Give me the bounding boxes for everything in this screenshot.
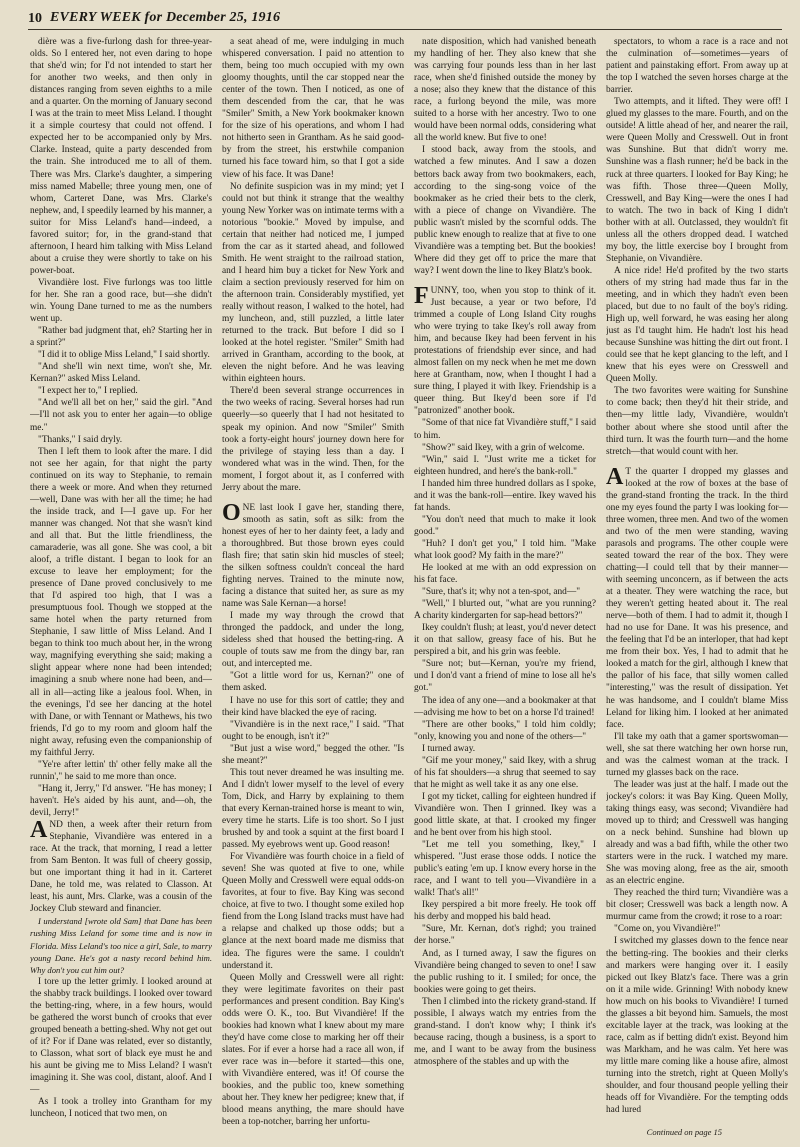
page-number: 10 bbox=[28, 11, 42, 26]
paragraph: I handed him three hundred dollars as I spoke, and it was the bank-roll—entire. Ikey waved his fat hands. bbox=[414, 478, 596, 513]
paragraph: I stood back, away from the stools, and watched a few minutes. And I saw a dozen bettors back away from two bookmakers, each, according to the sing-song voice of the bookmaker as he cried their bets to the clerk, with a piece of change on Vivandière. The public wasn't misled by the scornful odds. The public knew enough to realize that at five to one Vivandière was a tempting bet. But the bookies! Where did they get off to price the mare that way? I went down the line to Ikey Blatz's book. bbox=[414, 145, 596, 276]
paragraph: "Some of that nice fat Vivandière stuff," I said to him. bbox=[414, 418, 596, 441]
paragraph: "Gif me your money," said Ikey, with a shrug of his fat shoulders—a shrug that seemed to say that he might as well take it as any one else. bbox=[414, 755, 596, 790]
paragraph: "Got a little word for us, Kernan?" one of them asked. bbox=[222, 671, 404, 694]
paragraph: dière was a five-furlong dash for three-year-olds. So I entered her, not even daring to hope that she'd win; for I'd not intended to start her for another two weeks, and then only in distances ranging from seven eighths to a mile and a quarter. On the morning of January second I was at the train to meet Miss Leland. I thought it a simple courtesy that could not offend. I expected her to be accompanied only by Mrs. Clarke. Instead, quite a party descended from the train. She introduced me to all of them. There was Mrs. Clarke's daughter, a simpering miss named Mabelle; three young men, one of whom, Carteret Dane, was Mrs. Clarke's nephew, and, I speedily learned by his manner, a suitor for Miss Leland's hand—indeed, a favored suitor; for, in the grand-stand that afternoon, I heard him talking with Miss Leland about a cruise they were shortly to take on his power-boat. bbox=[30, 37, 212, 276]
text-column-4 bbox=[606, 36, 788, 1126]
paragraph: He looked at me with an odd expression on his fat face. bbox=[414, 563, 596, 586]
paragraph: "And she'll win next time, won't she, Mr. Kernan?" asked Miss Leland. bbox=[30, 362, 212, 385]
paragraph: I switched my glasses down to the fence near the betting-ring. The bookies and their clerks and markers were hanging over it. I easily picked out Ikey Blatz's face. There was a grin on it a mile wide. Grinning! With nobody knew how much on his books to Vivandière! I turned the glasses a bit beyond him. Samuels, the most excitable layer at the track, was looking at the race, calm as if betting didn't exist. Beyond him was Markham, and he was calm. Yet here was my little mare coming like a house afire, almost turning into the stretch, right at Queen Molly's shoulder, and four thousand people yelling their heads off for Vivandière. For the tempting odds had lured bbox=[606, 936, 788, 1116]
paragraph: "Hang it, Jerry," I'd answer. "He has money; I haven't. He's aided by his aunt, and—oh, the devil, Jerry!" bbox=[30, 783, 212, 818]
paragraph: "Ye're after lettin' th' other felly make all the runnin'," he said to me more than once. bbox=[30, 759, 212, 782]
paragraph: "Sure, Mr. Kernan, dot's righd; you trained der horse." bbox=[414, 924, 596, 947]
paragraph: "Sure, that's it; why not a ten-spot, and—" bbox=[422, 587, 581, 598]
paragraph: spectators, to whom a race is a race and not the culmination of—sometimes—years of patient and painstaking effort. From away up at the top I watched the seven horses charge at the barrier. bbox=[606, 37, 788, 96]
page-header bbox=[28, 8, 780, 30]
paragraph: The two favorites were waiting for Sunshine to come back; then they'd hit their stride, and then—my little lady, Vivandière, wouldn't bother about where she stood until after the third turn. It was the fourth turn—and the home stretch—that would count with her. bbox=[606, 386, 788, 457]
paragraph: "And we'll all bet on her," said the girl. "And—I'll not ask you to enter her again—to oblige me." bbox=[30, 398, 212, 433]
paragraph: "Thanks," I said dryly. bbox=[38, 434, 123, 445]
paragraph: "I did it to oblige Miss Leland," I said shortly. bbox=[38, 350, 210, 361]
paragraph: As I took a trolley into Grantham for my luncheon, I noticed that two men, on bbox=[30, 1097, 212, 1120]
text-column-2 bbox=[222, 36, 404, 1126]
text-column-1 bbox=[30, 36, 212, 1126]
paragraph: Ikey perspired a bit more freely. He took off his derby and mopped his bald head. bbox=[414, 900, 596, 923]
paragraph: The leader was just at the half. I made out the jockey's colors: it was Bay King. Queen Molly, taking things easy, was second; Vivandière had moved up to third; and Cresswell was hanging on a neck behind. Sunshine had blown up already and was a bad fifth, while the other two starters were in the ruck. I watched my mare. She was moving along, free as the air, smooth as an electric engine. bbox=[606, 779, 788, 887]
paragraph: I made my way through the crowd that thronged the paddock, and under the long, sideless shed that housed the betting-ring. A couple of touts saw me from the dingy bar, ran out, and intercepted me. bbox=[222, 611, 404, 670]
paragraph: Ikey couldn't flush; at least, you'd never detect it on that sallow, greasy face of his. But he perspired a bit, and his grin was feeble. bbox=[414, 623, 596, 658]
paragraph: "There are other books," I told him coldly; "only, knowing you and none of the others—" bbox=[414, 719, 596, 742]
paragraph: The idea of any one—and a bookmaker at that—advising me how to bet on a horse I'd trained! bbox=[414, 695, 596, 718]
paragraph: Vivandière lost. Five furlongs was too little for her. She ran a good race, but—she didn't win. Young Dane turned to me as the numbers went up. bbox=[30, 277, 212, 325]
paragraph: "Huh? I don't get you," I told him. "Make what look good? My faith in the mare?" bbox=[414, 538, 596, 561]
running-title: EVERY WEEK for December 25, 1916 bbox=[50, 10, 281, 25]
paragraph: "Let me tell you something, Ikey," I whispered. "Just erase those odds. I notice the public's eating 'em up. I know every horse in the race, and I want to tell you—Vivandière in a walk! That's all!" bbox=[414, 840, 596, 899]
paragraph: They reached the third turn; Vivandière was a bit closer; Cresswell was back a length now. A murmur came from the crowd; it rose to a roar: bbox=[606, 888, 788, 923]
paragraph: I understand [wrote old Sam] that Dane has been rushing Miss Leland for some time and is now in Florida. Miss Leland's too nice a girl, Sale, to marry young Dane. He's got a nasty record behind him. Why don't you cut him out? bbox=[30, 916, 212, 975]
paragraph: "You don't need that much to make it look good." bbox=[414, 514, 596, 537]
paragraph: No definite suspicion was in my mind; yet I could not but think it strange that the wealthy young New Yorker was on intimate terms with a notorious "bookie." Moved by impulse, and certain that neither had noticed me, I jumped from the car as it started ahead, and followed Smith. He went straight to the railroad station, and I heard him buy a ticket for New York and claim a section previously reserved for him on the afternoon train. Considerably mystified, yet really without reason, I walked to the hotel, had my luncheon, and, still puzzled, a little later returned to the track. But before I did so I looked at the hotel register. "Smiler" Smith had arrived in Grantham, according to the book, at eleven the night before. And he was leaving within eighteen hours. bbox=[222, 181, 404, 385]
paragraph: Then I climbed into the rickety grand-stand. If possible, I always watch my entries from the grand-stand. I don't know why; I think it's because racing, though a business, is a sport to me, and I want to be away from the business atmosphere of the stables and up with the bbox=[414, 996, 596, 1067]
paragraph: "Win," said I. "Just write me a ticket for eighteen hundred, and here's the bank-roll." bbox=[414, 454, 596, 477]
text-column-3 bbox=[414, 36, 596, 1126]
paragraph: I'll take my oath that a gamer sportswoman—well, she sat there watching her own horse run, and was the calmest woman at the track. I turned my glasses back on the race. bbox=[606, 731, 788, 778]
paragraph: For Vivandière was fourth choice in a field of seven! She was quoted at five to one, while Queen Molly and Cresswell were equal odds-on favorites, at four to five. Bay King was second choice, at five to two. I thought some exiled hop fiend from the Long Island tracks must have had a relapse and chalked up those odds; but a glance at the next board made me dismiss that idea. The figures were the same. I couldn't understand it. bbox=[222, 852, 404, 971]
paragraph: "Well," I blurted out, "what are you running? A charity kindergarten for sap-head bettors?" bbox=[414, 599, 596, 622]
paragraph: Two attempts, and it lifted. They were off! I glued my glasses to the mare. Fourth, and on the outside! A little ahead of her, and nearer the rail, were Queen Molly and Cresswell. Out in front was Sunshine. But that didn't worry me. Sunshine was a flash runner; he'd be back in the ruck at three quarters. I looked for Bay King; he was fifth. Those three—Queen Molly, Cresswell, and Bay King—were the ones I had to watch. The two in back of King I didn't bother with at all. Outclassed, they wouldn't fit unless all the others dropped dead. I watched my boy, the little exercise boy I brought from Stephanie, on Vivandière. bbox=[606, 97, 788, 264]
paragraph: I got my ticket, calling for eighteen hundred if Vivandière won. Then I grinned. Ikey was a good little skate, at that. I crooked my finger and he bent over from his high stool. bbox=[414, 791, 596, 839]
paragraph: "Vivandière is in the next race," I said. "That ought to be enough, isn't it?" bbox=[222, 719, 404, 742]
paragraph: AT the quarter I dropped my glasses and looked at the row of boxes at the base of the grand-stand fronting the track. In the third one my eyes found the party I was looking for—three women, three men. And two of the women and two of the men were standing, waving parasols and programs. The other couple were seated toward the rear of the box. They were chatting—I could tell that by their manner—with seeming unconcern, as if between the acts at a theater. They were watching the race, but they weren't getting heated about it. The real nerve—both of them. I had to admit it, though I had no use for Dane. It was his presence, and the feeling that I'd be an interloper, that had kept me from their box. Yes, I had to admit that he looked a match for the girl, although I knew that the pallor of his face, that silly women called "interesting," was the result of dissipation. Yet he was handsome, and I couldn't blame Miss Leland for liking him. I looked at her animated face. bbox=[606, 463, 788, 730]
paragraph: ONE last look I gave her, standing there, smooth as satin, soft as silk: from the honest eyes of her to her dainty feet, a lady and a thoroughbred. But those brown eyes could flash fire; that satin skin hid muscles of steel; the silken softness couldn't conceal the hard fighting nerves. Trained to the minute now, facing a distance that suited her, as sure as my name was Sale Kernan—a horse! bbox=[222, 499, 404, 610]
paragraph: A nice ride! He'd profited by the two starts others of my string had made thus far in the meeting, and in which they hadn't even been placed, but due to no fault of the boy's riding. High up, well forward, he was easing her along just as I'd taught him. He hadn't lost his head because Sunshine was hitting the dirt out front. I could see that he kept glancing to the left, and I knew that his eyes were on Cresswell and Queen Molly. bbox=[606, 265, 788, 385]
paragraph: And, as I turned away, I saw the figures on Vivandière being changed to seven to one! I saw the public rushing to it. I smiled; for once, the bookies were going to get theirs. bbox=[414, 948, 596, 995]
paragraph: "Come on, you Vivandière!" bbox=[614, 924, 721, 935]
paragraph: a seat ahead of me, were indulging in much whispered conversation. I paid no attention to them, being too much occupied with my own gloomy thoughts, until the car stopped near the center of the town. Then I noticed, as one of them descended from the car, that he was "Smiler" Smith, a New York bookmaker known for the size of his operations, and whom I had not hitherto seen in Grantham. As he said good-by from the street, his erstwhile companion turned his face toward him, so that I got a side view of his face. It was Dane! bbox=[222, 37, 404, 180]
paragraph: AND then, a week after their return from Stephanie, Vivandière was entered in a race. At the track, that morning, I read a letter from Sam Benton. It was full of cheery gossip, but one important thing it had in it. Carteret Dane, he told me, was related to Classon. At least, his aunt, Mrs. Clarke, was a cousin of the Jockey Club steward and financier. bbox=[30, 817, 212, 915]
paragraph: Queen Molly and Cresswell were all right: they were legitimate favorites on their past performances and present condition. Bay King's odds were O. K., too. But Vivandière! If the bookies had known what I knew about my mare they'd have come close to marking her off their slates. For if ever a horse had a race all won, if ever race was in—before it started—this one, with Vivandière entered, was it! Of course the bookies, and the public too, knew something about her. They knew her pedigree; knew that, if blood means anything, the mare should have been a top-notcher, barring her unfortu- bbox=[222, 972, 404, 1126]
paragraph: Then I left them to look after the mare. I did not see her again, for that night the party continued on its way to Stephanie, to remain there a week or more. And when they returned—well, Dane was with her all the time; he had the inside track, and I—I gave up. For her manner was changed. Not that she wasn't kind and all that. But the little friendliness, the camaraderie, was all gone. She was cool, a bit aloof, a trifle distant. I began to look for an excuse to leave her employment; for the presence of Dane proved conclusively to me that I'd aspired too high, that I was a presumptuous fool. Though we stopped at the same hotel when the party returned from Stephanie, I saw little of Miss Leland. And I began to think too much about her, in the wrong way, magnifying everything she said; making a slight appear where none had been intended; imagining a snub where none had been, and—all in all—acting like a jealous fool. When, in the evenings, I'd see her dancing at the hotel with Dane, or with Tennant or Mathews, his two friends, I'd go to my room and gloom half the night away, refusing even the companionship of my faithful Jerry. bbox=[30, 446, 212, 758]
paragraph: "Rather bad judgment that, eh? Starting her in a sprint?" bbox=[30, 326, 212, 349]
paragraph: I have no use for this sort of cattle; they and their kind have blacked the eye of racing. bbox=[222, 695, 404, 718]
paragraph: This tout never dreamed he was insulting me. And I didn't lower myself to the level of every Tom, Dick, and Harry by explaining to them that every Kernan-trained horse is meant to win, every time he starts. Life is too short. So I just brushed by and took a squint at the first board I passed. My eyebrows went up. Good reason! bbox=[222, 767, 404, 851]
paragraph: "But just a wise word," begged the other. "Is she meant?" bbox=[222, 743, 404, 766]
paragraph: I turned away. bbox=[422, 743, 476, 754]
continued-note: Continued on page 15 bbox=[646, 1127, 722, 1137]
header-rule bbox=[28, 29, 782, 30]
paragraph: nate disposition, which had vanished beneath my handling of her. They also knew that she was carrying four pounds less than in her last race, when she'd finished outside the money by a nose; also they knew that the distance of this race, a furlong beyond the mile, was more suited to a horse with her ancestry. Two to one would have been normal odds, considering what all the world knew. But five to one! bbox=[414, 37, 596, 144]
paragraph: There'd been several strange occurrences in the two weeks of racing. Several horses had run queerly—so queerly that I had not hesitated to speak my opinion. And now "Smiler" Smith took a forty-eight hours' journey down here for the privilege of staying less than a day. I wondered what was in the wind. Then, for the moment, I forgot about it, as I conferred with Jerry about the mare. bbox=[222, 386, 404, 493]
paragraph: "Sure not; but—Kernan, you're my friend, und I don'd vant a friend of mine to lose all he's got." bbox=[414, 659, 596, 694]
paragraph: "Show?" said Ikey, with a grin of welcome. bbox=[422, 442, 585, 453]
paragraph: "I expect her to," I replied. bbox=[38, 386, 138, 397]
paragraph: I tore up the letter grimly. I looked around at the shabby track buildings. I looked over toward the betting-ring, where, in a few hours, would be gathered the worst bunch of crooks that ever grouped beneath a betting-shed. Why not get out of it? For if Dane was related, ever so distantly, to Classon, what sort of black eye must he and his aunt be giving me to Miss Leland? I wasn't imagining it. She was cool, distant, aloof. And I— bbox=[30, 976, 212, 1096]
paragraph: FUNNY, too, when you stop to think of it. Just because, a year or two before, I'd trimmed a couple of Long Island City roughs who were trying to take Ikey's roll away from him, and because Ikey had been fervent in his protestations of friendship ever since, and had almost fallen on my neck when he met me down here at Grantham, now, when I thought I had a sure thing, I played it with Ikey. Friendship is a queer thing. But Ikey'd been sore if I'd "patronized" another book. bbox=[414, 282, 596, 417]
